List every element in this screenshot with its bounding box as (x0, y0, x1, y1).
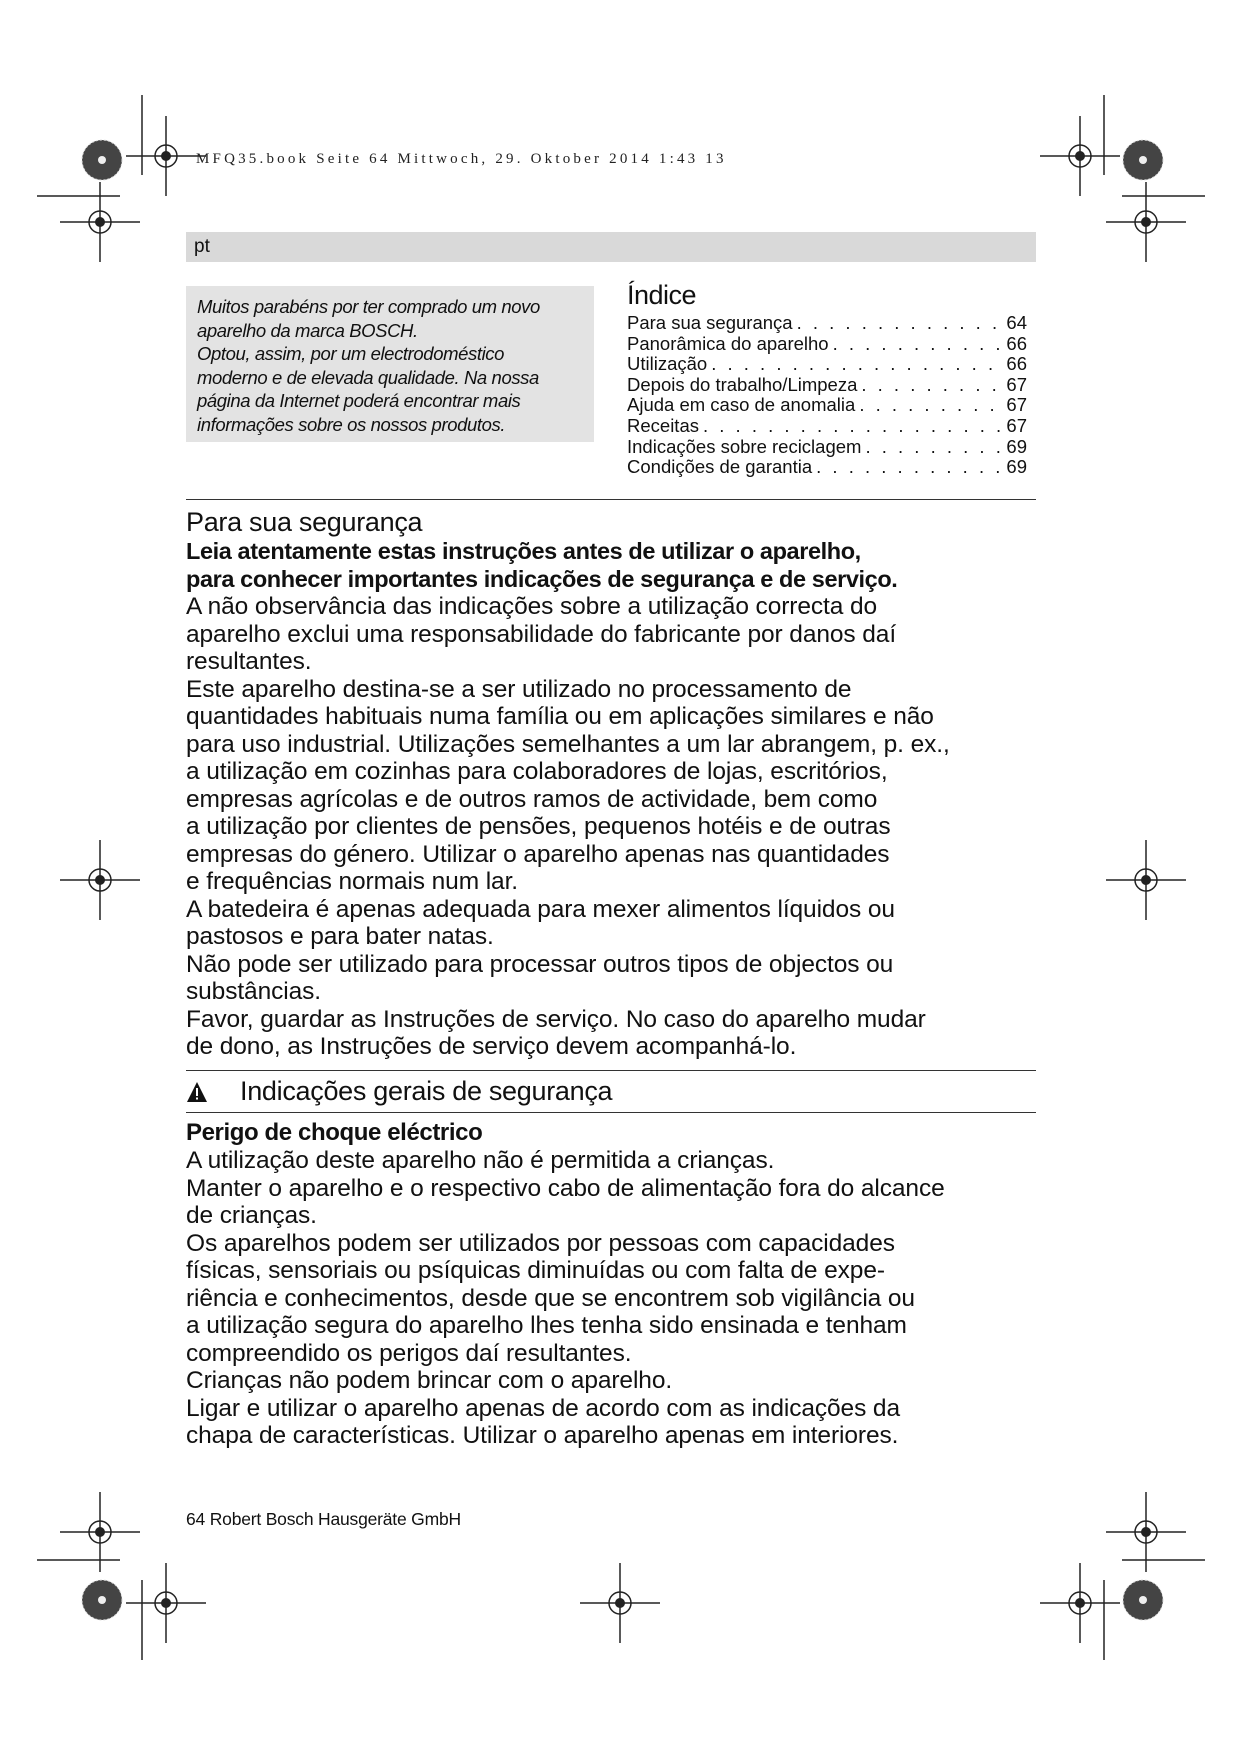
table-of-contents (627, 280, 1027, 478)
registration-cross-icon (1040, 1563, 1120, 1643)
registration-sun-icon (82, 140, 122, 180)
toc-title: Índice (627, 280, 697, 310)
registration-cross-icon (1106, 182, 1186, 262)
language-code: pt (194, 236, 210, 257)
toc-item[interactable]: Utilização . . . 66 (627, 354, 1027, 375)
print-file-header: MFQ35.book Seite 64 Mittwoch, 29. Oktober 2014 1:43 13 (196, 151, 727, 167)
registration-cross-icon (60, 182, 140, 262)
registration-sun-icon (1123, 1580, 1163, 1620)
registration-cross-icon (1040, 116, 1120, 196)
toc-item[interactable]: Condições de garantia . . . 69 (627, 457, 1027, 478)
warning-triangle-icon (186, 1081, 208, 1103)
general-safety-body: A utilização deste aparelho não é permitida a crianças. Manter o aparelho e o respectivo cabo de alimentação fora do alcance de crianças. Os aparelhos podem ser utilizados por pessoas com capacidades físicas, sensoriais ou psíquicas diminuídas ou com falta de expe- riência e conhecimentos, desde que se encontrem sob vigilância ou a utilização segura do aparelho lhes tenha sido ensinada e tenham compreendido os perigos daí resultantes. Crianças não podem brincar com o aparelho. Ligar e utilizar o aparelho apenas de acordo com as indicações da chapa de características. Utilizar o aparelho apenas em interiores. (186, 1147, 945, 1449)
general-safety-section (186, 1119, 1066, 1450)
safety-body: A não observância das indicações sobre a utilização correcta do aparelho exclui uma responsabilidade do fabricante por danos daí resultantes. Este aparelho destina-se a ser utilizado no processamento de quantidades habituais numa família ou em aplicações similares e não para uso industrial. Utilizações semelhantes a um lar abrangem, p. ex., a utilização em cozinhas para colaboradores de lojas, escritórios, empresas agrícolas e de outros ramos de actividade, bem como a utilização por clientes de pensões, pequenos hotéis e de outras empresas do género. Utilizar o aparelho apenas nas quantidades e frequências normais num lar. A batedeira é apenas adequada para mexer alimentos líquidos ou pastosos e para bater natas. Não pode ser utilizado para processar outros tipos de objectos ou substâncias. Favor, guardar as Instruções de serviço. No caso do aparelho mudar de dono, as Instruções de serviço devem acompanhá-lo. (186, 593, 950, 1060)
safety-intro-bold: Leia atentamente estas instruções antes de utilizar o aparelho, para conhecer importantes indicações de segurança e de serviço. (186, 538, 898, 592)
toc-item[interactable]: Ajuda em caso de anomalia . . . 67 (627, 395, 1027, 416)
section-divider (186, 499, 1036, 500)
toc-item[interactable]: Receitas . . . 67 (627, 416, 1027, 437)
language-bar (186, 232, 1036, 262)
general-safety-header (186, 1076, 612, 1107)
registration-cross-icon (126, 1563, 206, 1643)
registration-cross-icon (1106, 840, 1186, 920)
page-footer: 64 Robert Bosch Hausgeräte GmbH (186, 1509, 461, 1529)
registration-cross-icon (60, 840, 140, 920)
toc-item[interactable]: Panorâmica do aparelho . . . 66 (627, 334, 1027, 355)
general-safety-title: Indicações gerais de segurança (240, 1076, 613, 1106)
toc-item[interactable]: Para sua segurança . . . 64 (627, 313, 1027, 334)
toc-item[interactable]: Depois do trabalho/Limpeza . . . 67 (627, 375, 1027, 396)
registration-cross-icon (126, 116, 206, 196)
toc-item[interactable]: Indicações sobre reciclagem . . . 69 (627, 437, 1027, 458)
intro-text: Muitos parabéns por ter comprado um novo aparelho da marca BOSCH. Optou, assim, por um electrodoméstico moderno e de elevada qualidade. Na nossa página da Internet poderá encontrar mais informações sobre os nossos produtos. (197, 296, 540, 435)
section-divider (186, 1112, 1036, 1113)
registration-sun-icon (1123, 140, 1163, 180)
safety-title: Para sua segurança (186, 507, 423, 537)
shock-hazard-subtitle: Perigo de choque eléctrico (186, 1119, 483, 1146)
safety-section (186, 506, 1066, 1061)
intro-box (186, 286, 594, 442)
registration-sun-icon (82, 1580, 122, 1620)
section-divider (186, 1070, 1036, 1071)
registration-cross-icon (580, 1563, 660, 1643)
